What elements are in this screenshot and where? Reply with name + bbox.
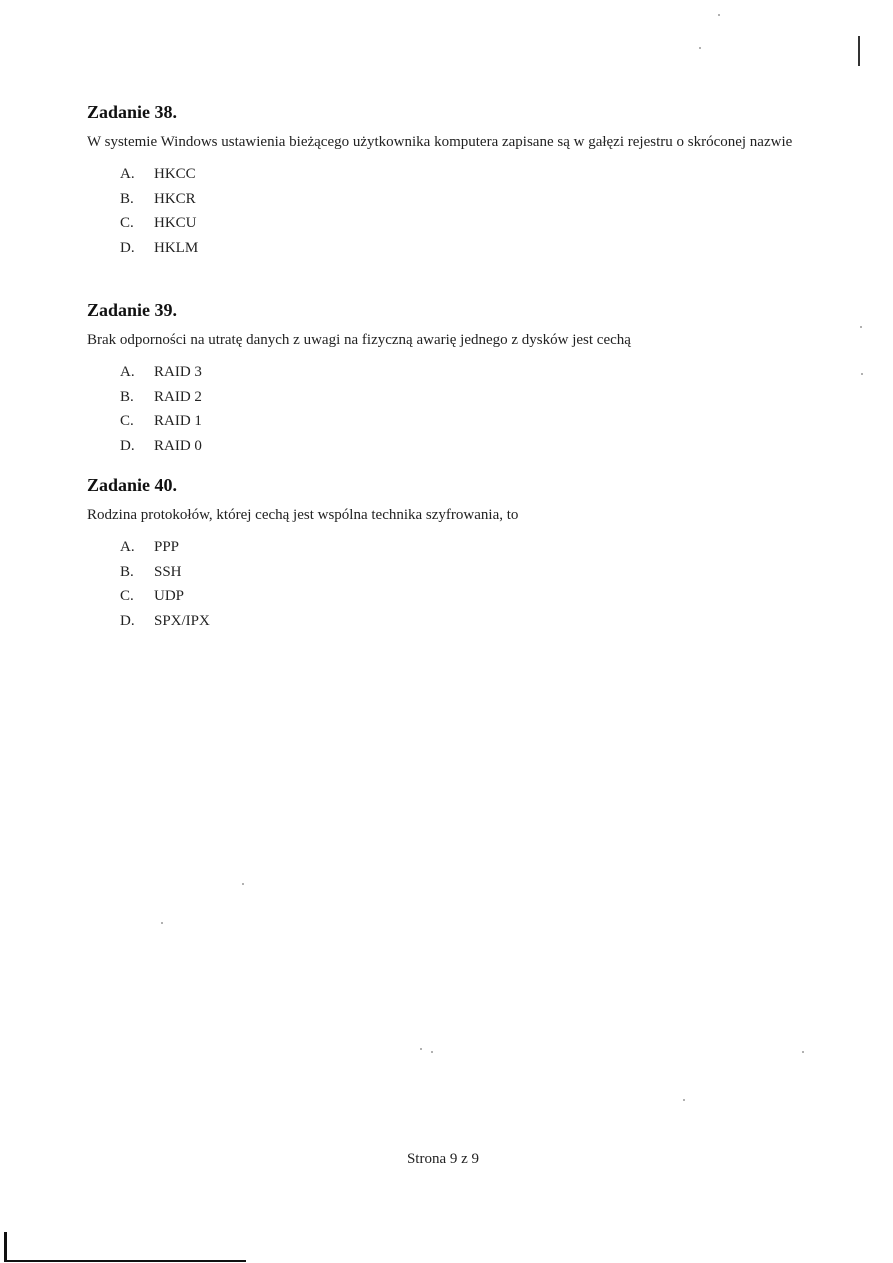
scan-speck xyxy=(683,1099,685,1101)
scan-speck xyxy=(718,14,720,16)
task-title: Zadanie 38. xyxy=(87,102,178,122)
answer-options xyxy=(120,162,807,260)
answer-option-a xyxy=(120,360,807,385)
option-text: HKCU xyxy=(154,215,197,231)
scan-mark xyxy=(4,1232,7,1262)
task-question: Brak odporności na utratę danych z uwagi na fizyczną awarię jednego z dysków jest cechą xyxy=(87,332,631,348)
option-letter: A. xyxy=(120,364,135,380)
answer-option-d xyxy=(120,434,807,459)
option-letter: A. xyxy=(120,166,135,182)
answer-option-b xyxy=(120,560,807,585)
answer-option-d xyxy=(120,609,807,634)
option-letter: B. xyxy=(120,190,134,207)
scan-speck xyxy=(860,326,862,328)
scan-speck xyxy=(431,1051,433,1053)
task-38 xyxy=(87,101,807,260)
option-letter: C. xyxy=(120,413,134,429)
option-letter: D. xyxy=(120,437,135,454)
option-letter: A. xyxy=(120,539,135,555)
option-letter: C. xyxy=(120,588,134,604)
answer-options xyxy=(120,535,807,633)
task-40 xyxy=(87,474,807,633)
answer-option-c xyxy=(120,409,807,434)
option-text: RAID 1 xyxy=(154,413,202,429)
answer-option-a xyxy=(120,162,807,187)
answer-option-b xyxy=(120,385,807,410)
option-text: RAID 0 xyxy=(154,437,202,454)
answer-option-a xyxy=(120,535,807,560)
answer-option-c xyxy=(120,211,807,236)
option-text: UDP xyxy=(154,588,185,604)
option-letter: C. xyxy=(120,215,134,231)
option-text: HKCC xyxy=(154,166,196,182)
scan-mark xyxy=(858,36,860,66)
scan-speck xyxy=(161,922,163,924)
scan-speck xyxy=(861,373,863,375)
answer-option-d xyxy=(120,236,807,261)
answer-option-b xyxy=(120,187,807,212)
option-text: SSH xyxy=(154,563,182,580)
scan-line xyxy=(4,1260,246,1262)
task-question: W systemie Windows ustawienia bieżącego użytkownika komputera zapisane są w gałęzi rejestru o skróconej nazwie xyxy=(87,134,793,150)
option-text: HKLM xyxy=(154,239,199,256)
page-number: Strona 9 z 9 xyxy=(406,1151,480,1167)
task-title: Zadanie 39. xyxy=(87,300,178,320)
option-letter: B. xyxy=(120,563,134,580)
task-39 xyxy=(87,299,807,458)
answer-option-c xyxy=(120,584,807,609)
option-text: HKCR xyxy=(154,190,196,207)
scan-speck xyxy=(242,883,244,885)
option-text: SPX/IPX xyxy=(154,612,210,629)
answer-options xyxy=(120,360,807,458)
option-text: PPP xyxy=(154,539,180,555)
option-text: RAID 3 xyxy=(154,364,202,380)
task-question: Rodzina protokołów, której cechą jest wspólna technika szyfrowania, to xyxy=(87,507,519,523)
scan-speck xyxy=(420,1048,422,1050)
scan-speck xyxy=(699,47,701,49)
task-title: Zadanie 40. xyxy=(87,475,178,495)
scan-speck xyxy=(802,1051,804,1053)
option-text: RAID 2 xyxy=(154,388,202,405)
option-letter: D. xyxy=(120,612,135,629)
option-letter: D. xyxy=(120,239,135,256)
option-letter: B. xyxy=(120,388,134,405)
